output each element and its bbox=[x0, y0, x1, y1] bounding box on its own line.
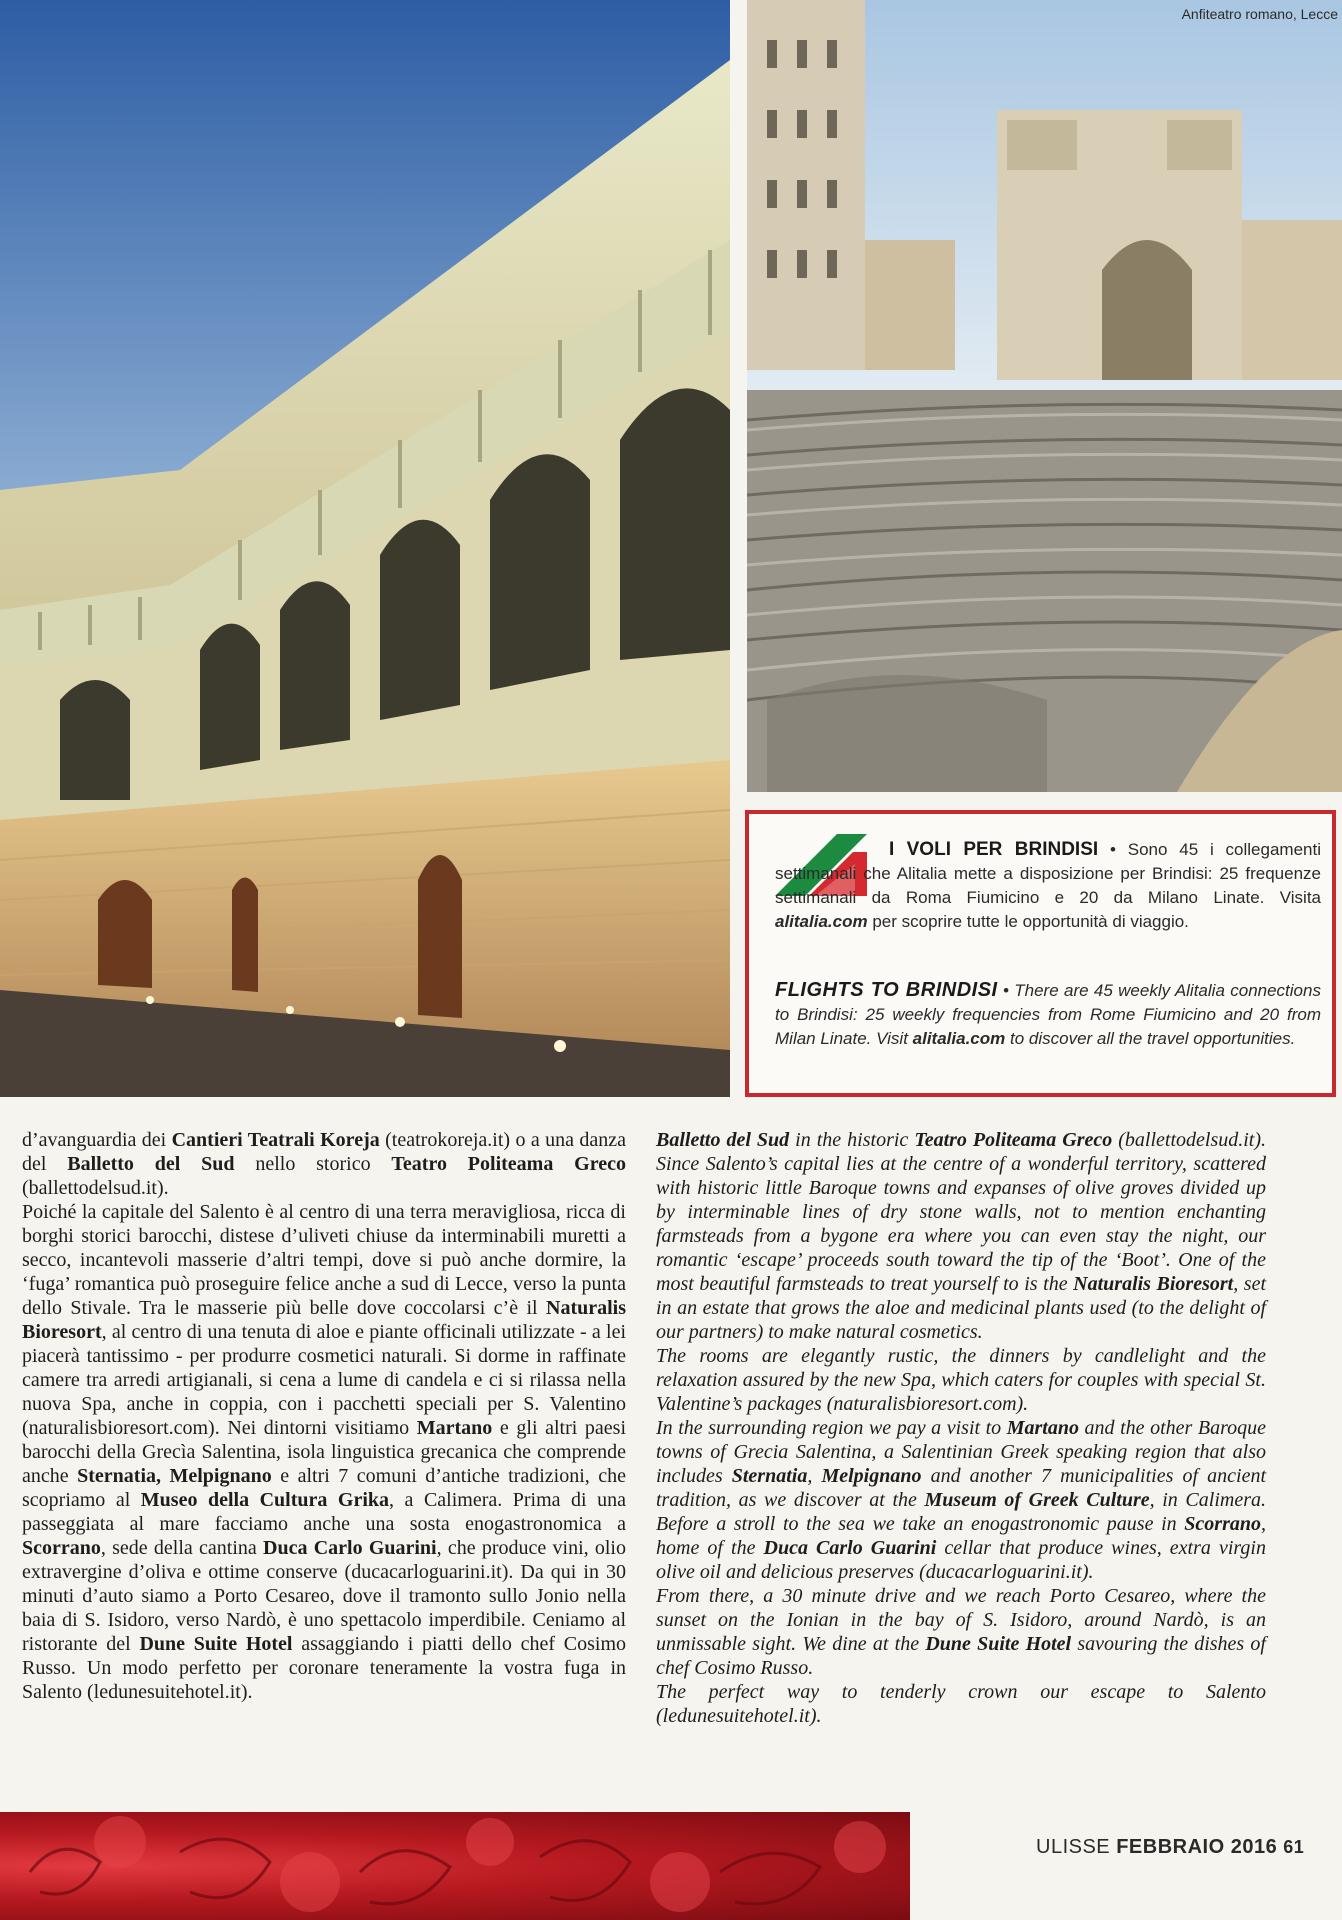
italian-article-column bbox=[22, 1128, 626, 1704]
photo-baroque-courtyard bbox=[0, 0, 730, 1097]
english-article-column bbox=[656, 1128, 1266, 1728]
photo-caption: Anfiteatro romano, Lecce bbox=[1181, 6, 1338, 22]
english-flight-info: FLIGHTS TO BRINDISI • There are 45 weekly Alitalia connections to Brindisi: 25 weekly frequencies from Rome Fiumicino and 20 from Milan Linate. Visit alitalia.com to discover all the travel opportunities. bbox=[775, 979, 1321, 1048]
english-paragraph-5: The perfect way to tenderly crown our escape to Salento (ledunesuitehotel.it). bbox=[656, 1681, 1266, 1727]
italian-flight-heading: I VOLI PER BRINDISI bbox=[889, 839, 1099, 860]
english-flight-heading: FLIGHTS TO BRINDISI bbox=[775, 979, 998, 1001]
issue-month: FEBBRAIO 2016 bbox=[1116, 1836, 1278, 1858]
flights-info-box bbox=[745, 810, 1336, 1097]
english-paragraph-4: From there, a 30 minute drive and we reach Porto Cesareo, where the sunset on the Ionian in the bay of S. Isidoro, around Nardò, is an unmissable sight. We dine at the Dune Suite Hotel savouring the dishes of chef Cosimo Russo. bbox=[656, 1585, 1266, 1679]
italian-flight-info: I VOLI PER BRINDISI • Sono 45 i collegamenti settimanali che Alitalia mette a disposizione per Brindisi: 25 frequenze settimanali da Roma Fiumicino e 20 da Milano Linate. Visita alitalia.com per scoprire tutte le opportunità di viaggio. bbox=[775, 839, 1321, 931]
english-paragraph-1: Balletto del Sud in the historic Teatro Politeama Greco (ballettodelsud.it). Since Salento’s capital lies at the centre of a wonderful territory, scattered with historic little Baroque towns and expanses of olive groves divided up by interminable lines of dry stone walls, not to mention enchanting farmsteads from a bygone era where you can even stay the night, our romantic ‘escape’ proceeds south toward the tip of the ‘Boot’. One of the most beautiful farmsteads to treat yourself to is the Naturalis Bioresort, set in an estate that grows the aloe and medicinal plants used (to the delight of our partners) to make natural cosmetics. bbox=[656, 1129, 1267, 1343]
italian-flight-text: Sono 45 i collegamenti settimanali che Alitalia mette a disposizione per Brindisi: 25 frequenze settimanali da Roma Fiumicino e 20 da Milano Linate. Visita bbox=[775, 840, 1321, 907]
english-flight-text: There are 45 weekly Alitalia connections to Brindisi: 25 weekly frequencies from Rome Fiumicino and 20 from Milan Linate. Visit bbox=[775, 981, 1321, 1048]
magazine-name: ULISSE bbox=[1036, 1836, 1111, 1858]
italian-flight-text-end: per scoprire tutte le opportunità di viaggio. bbox=[867, 912, 1189, 931]
roses-photo bbox=[0, 1812, 910, 1920]
english-paragraph-2: The rooms are elegantly rustic, the dinners by candlelight and the relaxation assured by the new Spa, which caters for couples with special St. Valentine’s packages (naturalisbioresort.com). bbox=[656, 1345, 1266, 1415]
english-flight-text-end: to discover all the travel opportunities. bbox=[1005, 1029, 1296, 1048]
alitalia-link-en[interactable]: alitalia.com bbox=[912, 1029, 1006, 1048]
alitalia-link[interactable]: alitalia.com bbox=[775, 912, 868, 931]
english-paragraph-3: In the surrounding region we pay a visit to Martano and the other Baroque towns of Grecia Salentina, a Salentinian Greek speaking region that also includes Sternatia, Melpignano and another 7 municipalities of ancient tradition, as we discover at the Museum of Greek Culture, in Calimera. Before a stroll to the sea we take an enogastronomic pause in Scorrano, home of the Duca Carlo Guarini cellar that produce wines, extra virgin olive oil and delicious preserves (ducacarloguarini.it). bbox=[656, 1417, 1267, 1583]
italian-paragraph-1: d’avanguardia dei Cantieri Teatrali Koreja (teatrokoreja.it) o a una danza del Balletto del Sud nello storico Teatro Politeama Greco (ballettodelsud.it). bbox=[22, 1129, 626, 1199]
page-folio bbox=[1036, 1836, 1304, 1859]
page-number: 61 bbox=[1283, 1837, 1305, 1857]
italian-paragraph-2: Poiché la capitale del Salento è al centro di una terra meravigliosa, ricca di borghi storici barocchi, distese d’uliveti chiuse da interminabili muretti a secco, incantevoli masserie d’altri tempi, dove si può anche dormire, la ‘fuga’ romantica può proseguire felice anche a sud di Lecce, verso la punta dello Stivale. Tra le masserie più belle dove coccolarsi c’è il Naturalis Bioresort, al centro di una tenuta di aloe e piante officinali utilizzate - a lei piacerà tantissimo - per produrre cosmetici naturali. Si dorme in raffinate camere tra arredi artigianali, si cena a lume di candela e ci si rilassa nella nuova Spa, anche in coppia, con i pacchetti speciali per S. Valentino (naturalisbioresort.com). Nei dintorni visitiamo Martano e gli altri paesi barocchi della Grecìa Salentina, isola linguistica grecanica che comprende anche Sternatia, Melpignano e altri 7 comuni d’antiche tradizioni, che scopriamo al Museo della Cultura Grika, a Calimera. Prima di una passeggiata al mare facciamo anche una sosta enogastronomica a Scorrano, sede della cantina Duca Carlo Guarini, che produce vini, olio extravergine d’oliva e ottime conserve (ducacarloguarini.it). Da qui in 30 minuti d’auto siamo a Porto Cesareo, dove il tramonto sullo Jonio nella baia di S. Isidoro, verso Nardò, è uno spettacolo imperdibile. Ceniamo al ristorante del Dune Suite Hotel assaggiando i piatti dello chef Cosimo Russo. Un modo perfetto per coronare teneramente la vostra fuga in Salento (ledunesuitehotel.it). bbox=[22, 1201, 627, 1703]
photo-roman-amphitheatre bbox=[747, 0, 1342, 792]
